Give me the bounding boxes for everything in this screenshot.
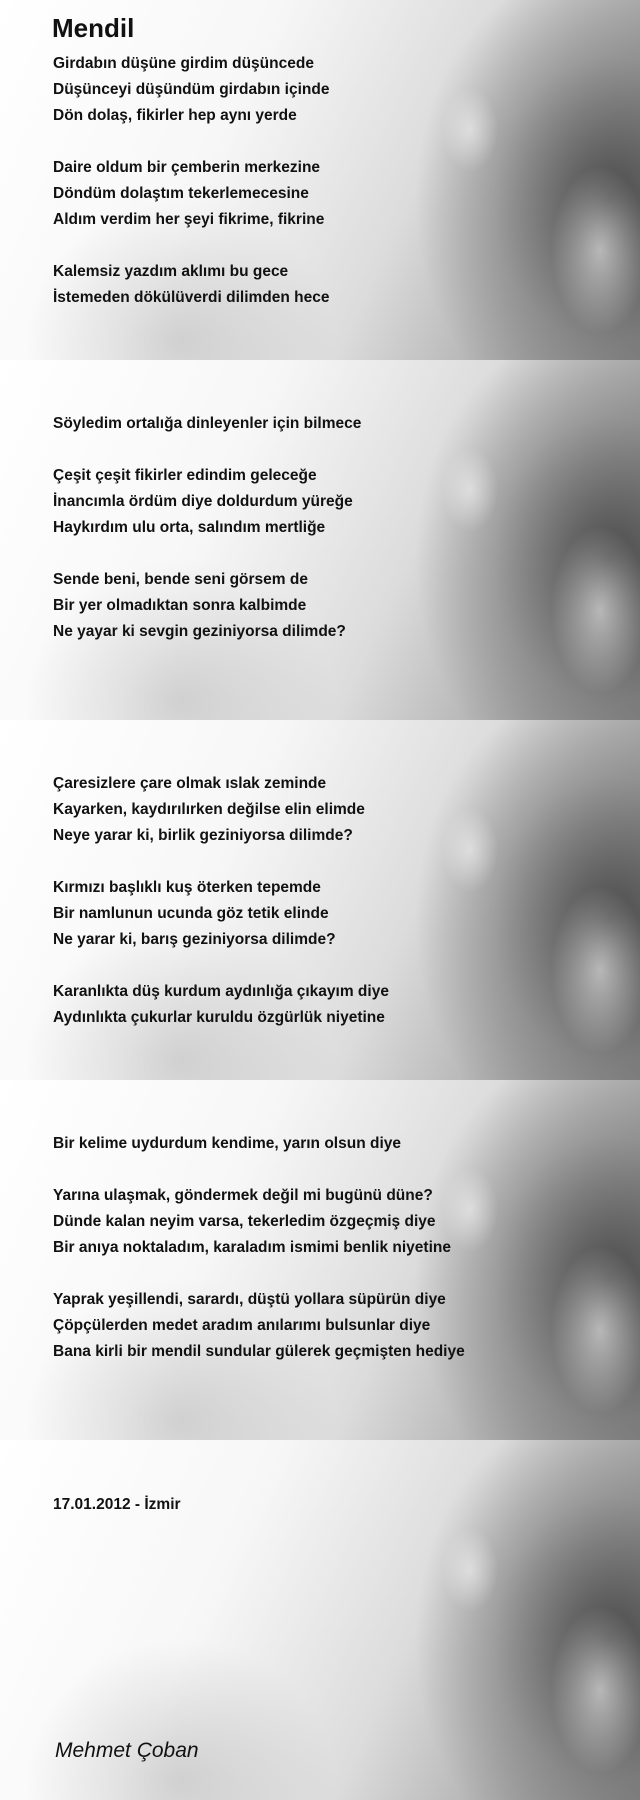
poem-line: Döndüm dolaştım tekerlemecesine <box>53 185 309 202</box>
poem-line: Ne yarar ki, barış geziniyorsa dilimde? <box>53 931 336 948</box>
poem-line: Dünde kalan neyim varsa, tekerledim özgeçmiş diye <box>53 1213 436 1230</box>
stanza-7 <box>53 771 365 849</box>
poem-panel-4 <box>0 1080 640 1440</box>
poem-line: Kayarken, kaydırılırken değilse elin elimde <box>53 801 365 818</box>
poem-line: Dön dolaş, fikirler hep aynı yerde <box>53 107 297 124</box>
poem-panel-5 <box>0 1440 640 1800</box>
poem-line: Çeşit çeşit fikirler edindim geleceğe <box>53 467 317 484</box>
poem-line: Haykırdım ulu orta, salındım mertliğe <box>53 519 326 536</box>
stanza-10 <box>53 1131 401 1157</box>
stanza-8 <box>53 875 336 953</box>
poem-line: Kalemsiz yazdım aklımı bu gece <box>53 263 289 280</box>
poem-line: Ne yayar ki sevgin geziniyorsa dilimde? <box>53 623 346 640</box>
poem-line: Daire oldum bir çemberin merkezine <box>53 159 321 176</box>
poem-line: Karanlıkta düş kurdum aydınlığa çıkayım diye <box>53 983 389 1000</box>
poem-line: Kırmızı başlıklı kuş öterken tepemde <box>53 879 321 896</box>
poem-line: Bir yer olmadıktan sonra kalbimde <box>53 597 307 614</box>
poem-line: Neye yarar ki, birlik geziniyorsa dilimde? <box>53 827 353 844</box>
stanza-6 <box>53 567 346 645</box>
poem-line: Aldım verdim her şeyi fikrime, fikrine <box>53 211 325 228</box>
poem-line: İnancımla ördüm diye doldurdum yüreğe <box>53 493 353 510</box>
poem-line: Yaprak yeşillendi, sarardı, düştü yollara süpürün diye <box>53 1291 446 1308</box>
poem-line: Söyledim ortalığa dinleyenler için bilmece <box>53 415 362 432</box>
stanza-11 <box>53 1183 451 1261</box>
poem-panel-3 <box>0 720 640 1080</box>
poem-line: Sende beni, bende seni görsem de <box>53 571 308 588</box>
poem-line: İstemeden dökülüverdi dilimden hece <box>53 289 330 306</box>
poem-line: Bana kirli bir mendil sundular gülerek geçmişten hediye <box>53 1343 465 1360</box>
poem-line: Bir namlunun ucunda göz tetik elinde <box>53 905 329 922</box>
poem-line: Düşünceyi düşündüm girdabın içinde <box>53 81 330 98</box>
poem-line: Çöpçülerden medet aradım anılarımı bulsunlar diye <box>53 1317 431 1334</box>
stanza-12 <box>53 1287 465 1365</box>
date-place: 17.01.2012 - İzmir <box>53 1496 181 1513</box>
poem-panel-1 <box>0 0 640 360</box>
poem-panel-2 <box>0 360 640 720</box>
stanza-3 <box>53 259 330 311</box>
stanza-5 <box>53 463 353 541</box>
poem-line: Bir kelime uydurdum kendime, yarın olsun diye <box>53 1135 401 1152</box>
poem-line: Girdabın düşüne girdim düşüncede <box>53 55 314 72</box>
stanza-1 <box>53 51 329 129</box>
poem-line: Çaresizlere çare olmak ıslak zeminde <box>53 775 327 792</box>
poem-line: Bir anıya noktaladım, karaladım ismimi benlik niyetine <box>53 1239 451 1256</box>
poem-line: Aydınlıkta çukurlar kuruldu özgürlük niyetine <box>53 1009 385 1026</box>
poem-title: Mendil <box>52 13 135 43</box>
stanza-2 <box>53 155 324 233</box>
stanza-4 <box>53 411 361 437</box>
stanza-9 <box>53 979 389 1031</box>
poem-line: Yarına ulaşmak, göndermek değil mi bugünü düne? <box>53 1187 433 1204</box>
author-signature: Mehmet Çoban <box>55 1739 199 1762</box>
